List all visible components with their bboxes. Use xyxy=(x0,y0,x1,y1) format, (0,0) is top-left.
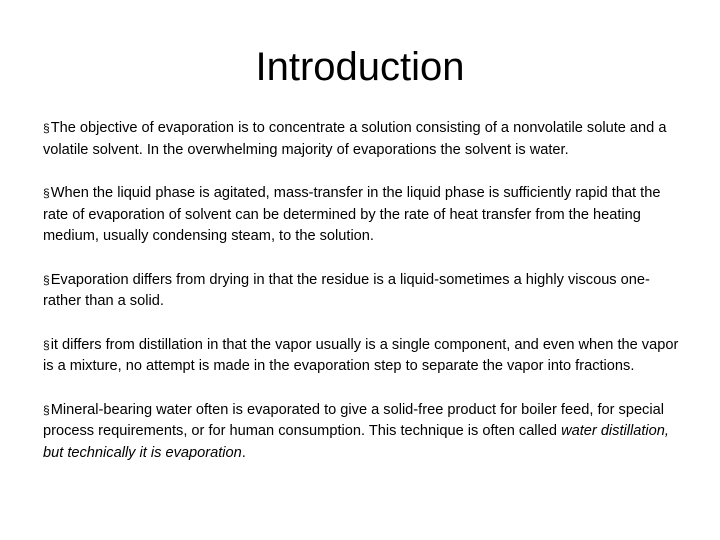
bullet-icon: § xyxy=(43,272,50,287)
bullet-icon: § xyxy=(43,186,50,200)
paragraph-text: Mineral-bearing water often is evaporated to give a solid-free product for boiler feed, for special process requirements, or for human consumption. This technique is often called xyxy=(43,401,664,439)
bullet-paragraph-5 xyxy=(43,400,683,465)
paragraph-text: The objective of evaporation is to concentrate a solution consisting of a nonvolatile solute and a volatile solvent. In the overwhelming majority of evaporations the solvent is water. xyxy=(43,120,667,158)
paragraph-text: it differs from distillation in that the vapor usually is a single component, and even when the vapor is a mixture, no attempt is made in the evaporation step to separate the vapor into fractions. xyxy=(43,336,679,374)
bullet-paragraph-1 xyxy=(43,118,683,161)
slide-body xyxy=(43,118,683,486)
paragraph-text-end: . xyxy=(241,444,246,461)
bullet-icon: § xyxy=(43,402,50,417)
bullet-paragraph-2 xyxy=(43,183,683,248)
paragraph-text: Evaporation differs from drying in that the residue is a liquid-sometimes a highly viscous one-rather than a solid. xyxy=(43,271,650,309)
bullet-paragraph-4 xyxy=(43,335,683,378)
slide-title: Introduction xyxy=(255,45,465,89)
bullet-paragraph-3 xyxy=(43,270,683,313)
bullet-icon: § xyxy=(43,121,50,135)
paragraph-text: When the liquid phase is agitated, mass-transfer in the liquid phase is sufficiently rapid that the rate of evaporation of solvent can be determined by the rate of heat transfer from the heating medium, usually condensing steam, to the solution. xyxy=(43,185,661,244)
bullet-icon: § xyxy=(43,337,50,352)
paragraph-italic-text: water distillation, but technically it is evaporation xyxy=(43,423,669,461)
